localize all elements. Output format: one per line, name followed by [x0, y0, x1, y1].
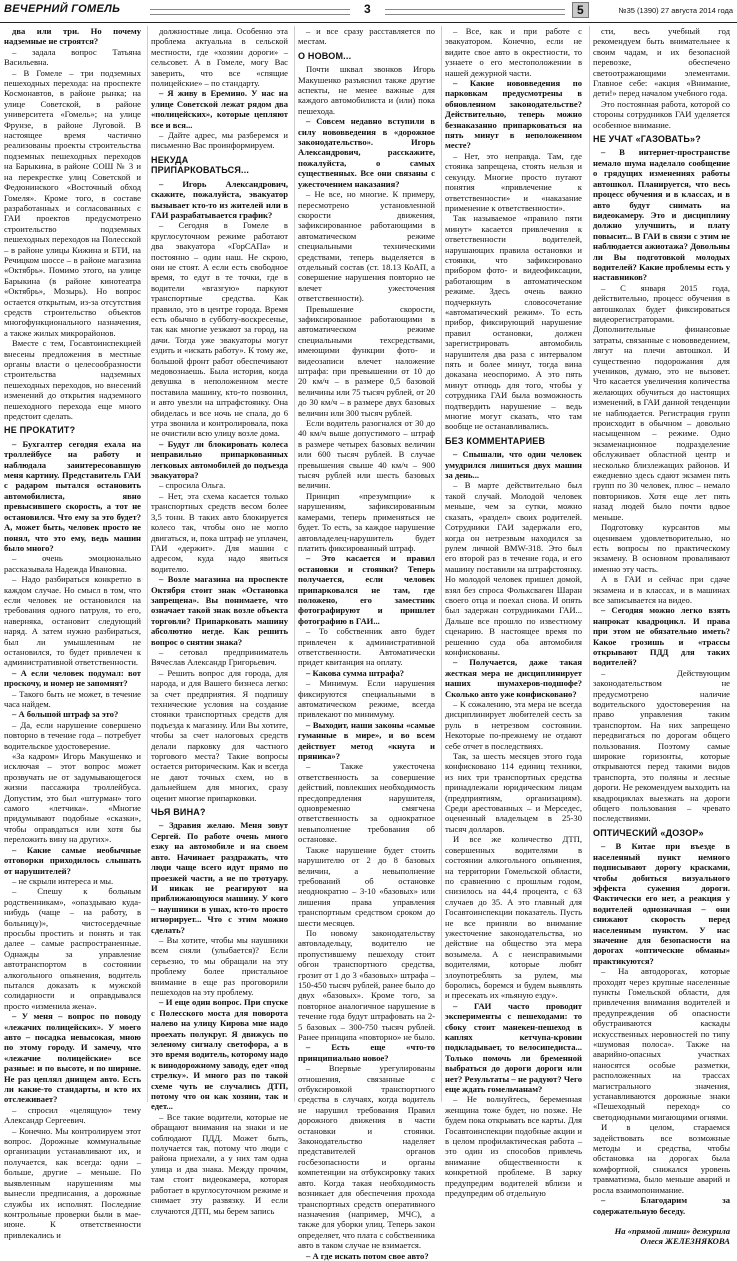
- question-paragraph: – Совсем недавно вступили в силу нововведения в «дорожное законодательство». Игорь Александрович, расскажите, пожалуйста, о самых существенных. Все они связаны с ужесточением наказания?: [298, 116, 435, 189]
- section-heading: ОПТИЧЕСКИЙ «ДОЗОР»: [593, 827, 704, 838]
- body-paragraph: По новому законодательству автовладельцу, водителю не пропустившему пешеходу стоит обгон транспортного средства, грозит от 1 до 3 «базовых» штрафа – 150-450 тысяч рублей, ранее было до двух «базовых». Кроме того, за повторное аналогичное нарушение в течение года будут штрафовать на 2-5 базовых – 300-750 тысяч рублей. Ранее принципа «повторно» не было.: [298, 927, 435, 1042]
- body-paragraph: – Все такие водители, которые не обращают внимания на знаки и не соблюдают ПДД. Может быть, получается так, потому что люди с района приехали, а у них там одна улица и два знака. Между прочим, там стоит видеокамера, которая работает в круглосуточном режиме и снимает эту развязку. И если случаются ДТП, мы берем запись: [151, 1111, 288, 1216]
- question-paragraph: – Возле магазина на проспекте Октября стоит знак «Остановка запрещена». Вы понимаете, что означает такой знак возле объекта торговли? Припарковать машину абсолютно негде. Как решить вопрос о снятии знака?: [151, 574, 288, 647]
- page-number-left: 3: [358, 2, 377, 16]
- body-paragraph: И в целом, стараемся задействовать все возможные методы и средства, чтобы обстановка на дорогах была комфортной, снижался уровень травматизма, было меньше аварий и росла взаимопонимание.: [593, 1122, 730, 1195]
- body-paragraph: Также нарушение будет стоить нарушителю от 2 до 8 базовых величин, а невыполнение требований об остановке неоднократно – 3-10 «базовых» или лишения права управления транспортным средством сроком до шести месяцев.: [298, 844, 435, 928]
- question-paragraph: – В интернет-пространстве немало шума наделало сообщение о грядущих изменениях работы автошкол. Планируется, что весь процесс обучения и в классах, и в авто будут снимать на видеокамеру. Это и дисциплину должно улучшить, и плату повысит... В ГАИ в связи с этим не наблюдается ажиотажа? Довольны ли Вы подготовкой молодых водителей? Какие проблемы есть у наставников?: [593, 147, 730, 283]
- question-paragraph: – Это касается и правил остановки и стоянки? Теперь получается, если человек припарковался не там, где положено, его заместник фотографируют и пришлет фотографию в ГАИ...: [298, 553, 435, 626]
- body-paragraph: – Также ужесточена ответственность за совершение действий, повлекших необходимость пресдопредления нарушителя, одновременно смягчена ответственность за однократное невыполнение требования об остановке.: [298, 761, 435, 845]
- body-paragraph: Принцип «презумпции» к нарушениям, зафиксированным камерами, теперь применяться не будет. То есть, за каждое нарушение автовладелец-нарушитель будет платить фиксированный штраф.: [298, 490, 435, 553]
- body-paragraph: Вместе с тем, Госавтоинспекцией внесены предложения в местные органы власти о целесообразности строительства надземных пешеходных переходов, но внесений изменений до открытия надземного пешеходного перехода еще много предстоит сделать.: [4, 338, 141, 422]
- body-paragraph: – задала вопрос Татьяна Васильевна.: [4, 46, 141, 68]
- issue-info: №35 (1390) 27 августа 2014 года: [618, 6, 733, 15]
- body-paragraph: – и все сразу расставляется по местам.: [298, 26, 435, 47]
- question-paragraph: – Сегодня можно легко взять напрокат квадроцикл. И права при этом не обязательно иметь? Какое грозишь и «трассы открывают ПДД для таких водителей?: [593, 605, 730, 668]
- body-paragraph: – не скрыли интереса и мы.: [12, 875, 114, 886]
- body-paragraph: – Вы хотите, чтобы мы наушники всем сняли (улыбается)? Если серьезно, то мы обращали на эту проблему более пристальное внимание в еще раз проговорили пешеходов на эту проблему.: [151, 934, 288, 997]
- body-paragraph: сти, весь учебный год рекомендуем быть внимательнее к своим чадам, и их безопасной перевозке, обеспечено светоотражающими элементами. Главное себе: «акция «Внимание, дети!» перед началом учебного года.: [593, 26, 730, 99]
- body-paragraph: – С января 2015 года, действительно, процесс обучения в автошколах будет фиксироваться видеорегистраторами. Дополнительные финансовые затраты, связанные с нововведением, лягут на плечи автошкол. И существенно подорожания для учеников, думаю, это не вызовет. Что касается увеличения количества желающих обучиться до настоящих изменений, в ГАИ данной тенденции не наблюдается. Регистрация групп происходит в обычном – довольно насыщенном – режиме. Одно экзаменационное подразделение обслуживает областной центр и несколько близлежащих районов. И ежедневно здесь сдают экзамен пять групп по 30 человек, плюс – немало повторников. Хотя еще лет пять назад людей было почти вдвое меньше.: [593, 282, 730, 522]
- article-column-5: [593, 26, 730, 1247]
- body-paragraph: – Все, как и при работе с эвакуатором. Конечно, если не видите свое авто в окрестности, то узнаете о его местоположении в нашей дежурной части.: [445, 26, 582, 78]
- body-paragraph: должностные лица. Особенно эта проблема актуальна в сельской местности, где «хозяин дороги» – сельсовет. А в Гомеле, могу Вас заверить, что все «спящие полицейские» – по стандарту.: [151, 26, 288, 89]
- body-paragraph: – сетовал предприниматель Вячеслав Александр Григорьевич.: [151, 646, 288, 668]
- section-heading: НЕКУДА ПРИПАРКОВАТЬСЯ...: [151, 154, 250, 176]
- masthead-title: ВЕЧЕРНИЙ ГОМЕЛЬ: [4, 3, 121, 15]
- body-paragraph: – То собственник авто будет привлечен к административной ответственности. Автоматически придет квитанция на оплату.: [298, 626, 435, 668]
- body-paragraph: – спросил «целящую» тему Александр Сергеевич.: [4, 1104, 141, 1126]
- question-paragraph: – Игорь Александрович, скажите, пожалуйста, эвакуатор вызывает кто-то из жителей или в ГАИ разрабатывается график?: [151, 178, 288, 220]
- body-paragraph: – В Гомеле – три подземных пешеходных перехода: на проспекте Космонавтов, в районе рынка; на улице Советской, в районе университета «Гомель»; на улице Фрунзе, в районе Луговой. В настоящее время частично реализованы проекты строительства подземных пешеходных переходов на Барыкина, в районе СОШ № 3 и на перекрестке улиц Советской и Федюнинского «Восточный обход Гомеля». Кроме того, в составе разработанных и согласованных с ГАИ проектов предусмотрено строительство подземных пешеходных переходов на Полесской – в районе улицы Кижина и БТИ, на Речицком шоссе – в районе магазина «Октябрь». Помимо этого, на улице Барыкина (в районе кинотеатра «Октябрь», Мозырь). Но вопрос остается открытым, из-за отсутствия средств строительство объектов многофункционального назначения, а также жилых микрорайонов.: [4, 67, 141, 338]
- body-paragraph: – спросила Ольга.: [159, 480, 226, 491]
- body-paragraph: А в ГАИ и сейчас при сдаче экзамена и в классах, и в машинах все записывается на видео.: [593, 574, 730, 605]
- author-signature: На «прямой линии» дежурила Олеся ЖЕЛЕЗНЯКОВА: [614, 1225, 730, 1247]
- body-paragraph: – Надо разбираться конкретно в каждом случае. Но смысл в том, что если человек не остановился на требования одного патруля, то его, наверняка, остановит следующий наряд. А затем нужно разбираться, был ли умышленным не остановился, то будет привлечен к административной ответственности.: [4, 574, 141, 668]
- body-paragraph: – Не все, но многие. К примеру, пересмотрено установленной скорости движения, зафиксированное работающими в автоматическом режиме специальными техническими средствами, теперь выделяется в отдельный состав (ст. 18.13 КоАП, а совершение нарушения повторно не влечет ужесточения ответственности).: [298, 189, 435, 304]
- body-paragraph: – К сожалению, эта мера не всегда дисциплинирует любителей сесть за руль в нетрезвом состоянии. Некоторые по-прежнему не отдают себе отчет в последствиях.: [445, 699, 582, 751]
- body-paragraph: Почти шквал звонков Игорь Макушенко разъяснил также другие аспекты, не менее важные для каждого автомобилиста и (или) пока пешехода.: [298, 64, 435, 116]
- question-paragraph: – Спышали, что один человек умудрился лишиться двух машин за день...: [445, 449, 582, 481]
- section-heading: ЧЬЯ ВИНА?: [151, 807, 206, 818]
- question-paragraph: – ГАИ часто проводит эксперименты с пешеходами: то сбоку стоит манекен-пешеход в каплях кетчупа-кровии подкладывает, то велосипедиста... Только помочь ли бременной выбраться до дороги дороги или нет? Результаты – не радуют? Чего еще ждать гомельчанам?: [445, 1000, 582, 1095]
- question-paragraph: – А если человек подумал: вот проскочу, и номер не запомнят?: [4, 667, 141, 689]
- question-paragraph: – Я живу в Еремино. У нас на улице Советской лежат рядом два «полицейских», которые цепляют все и вся...: [151, 88, 288, 130]
- body-paragraph: – Нет, это неправда. Там, где стоянка запрещена, стоять нельзя и секунду. Многие просто путают понятия «привлечение к ответственности» и «наказание применение к ответственности».: [445, 150, 582, 213]
- question-paragraph: – Выходит, наши законы «самые гуманные в мире», и во всем действует метод «кнута и пряника»?: [298, 719, 435, 762]
- question-paragraph: – Какие самые необычные отговорки приходилось слышать от нарушителей?: [4, 844, 141, 876]
- header-rule-left: [150, 9, 350, 15]
- page-header: [0, 0, 737, 23]
- body-paragraph: – Не волнуйтесь, беременная женщина тоже будет, но позже. Не будем пока открывать все карты. Для Госавтоинспекции подобные акции и в целом профилактическая работа – это один из способов привлечь внимание общественности к конкретной проблеме. В зарку предупредим водителей вблизи и предупредим об отдельную: [445, 1094, 582, 1199]
- body-paragraph: – Решить вопрос для города, для народа, и для Вашего бизнеса легко: за счет предприятия. Я подпишу технические условия на создание стоянки транспортных средств для подъезда к магазину. Или Вы хотите, чтобы за счет налоговых средств делали парковку для частного торгового места? Такие вопросы остается риторическим. Как и всегда не дают точных схем, но в дальнейшем для многих, сразу оценит многие припарковки.: [151, 667, 288, 803]
- question-paragraph: – И еще один вопрос. При спуске с Полесского моста для поворота налево на улицу Кирова мне надо проехать полукруг. Я движусь по зеленому сигналу светофора, а в это время водитель, которому надо к винодорожному заводу, едет «под стрелку». И много раз по такой схеме чуть не случались ДТП, потому что он как хозяин, так и едет...: [151, 997, 288, 1112]
- column-divider: [589, 26, 590, 1102]
- question-paragraph: – Есть еще «что-то принципиально новое?: [298, 1042, 435, 1063]
- article-column-2: [151, 26, 288, 1216]
- question-paragraph: – Будут ли блокировать колеса неправильно припаркованных легковых автомобилей до подъезда эвакуатора?: [151, 438, 288, 481]
- body-paragraph: Если водитель разогнался от 30 до 40 км/ч выше допустимого – штраф в размере четырех базовых величин или 600 тысяч рублей. В случае превышения свыше 40 км/ч – 900 тысяч рублей или шесть базовых величин.: [298, 418, 435, 491]
- body-paragraph: – Конечно. Мы контролируем этот вопрос. Дорожные коммунальные организации устанавливают их, и получается, как всегда: одни – больше, другие – меньше. По выявленным нарушениям мы вынесли предписания, а дорожные службы их исполнят. Последние контрольные проверки были в мае-июне. К ответственности привлекались и: [4, 1125, 141, 1240]
- article-column-1: [4, 26, 141, 1240]
- question-paragraph: – Благодарим за содержательную беседу.: [593, 1195, 730, 1216]
- page-number-right: 5: [572, 2, 589, 18]
- column-divider: [147, 26, 148, 1102]
- body-paragraph: – Такого быть не может, в течение часа найдем.: [4, 688, 141, 709]
- question-paragraph: два или три. Но почему надземные не строятся?: [4, 26, 141, 47]
- question-paragraph: – В Китае при въезде в населенный пункт немного подписывают дорогу красками, чтобы добиться визуального эффекта сужения дороги. Фактически его нет, а реакция у водителей однозначная – они снижают скорость перед населенным пунктом. У нас значение для безопасности на дорогах «оптические обманы» практикуются?: [593, 841, 730, 966]
- body-paragraph: Так называемое «правило пяти минут» касается привлечения к ответственности водителей, нарушающих правила остановки и стоянки, что зафиксировано прибором фото- и видеофиксации, работающим в автоматическом режиме. Здесь очень важно подчеркнуть словосочетание «автоматический режим». То есть прибор, фиксирующий нарушение правил остановки, должен зарегистрировать автомобиль нарушителя два раза с интервалом пять и более минут, тогда вина доказана неоспоримо. А это пять минут отнюдь для того, чтобы у сотрудника ГАИ была возможность подтвердить нарушение – ведь многие могут сказать, что там вообще не останавливались.: [445, 213, 582, 432]
- body-paragraph: – очень эмоционально рассказывала Надежда Ивановна.: [4, 553, 141, 574]
- body-paragraph: – Впервые урегулированы отношения, связанные с отбуксировкой транспортного средства в случаях, когда водитель не нарушил требования Правил дорожного движения в части остановки и стоянки. Законодательство наделяет представителей органов госбезопасности и органы компетенции на отбуксировку таких авто. Когда такая необходимость возникает для обеспечения прохода транспортных средств оперативного назначения (например, МЧС), а также для уборки улиц. Теперь закон определяет, что плата с собственника авто в таком случае не взимается.: [298, 1063, 435, 1251]
- section-heading: О НОВОМ...: [298, 50, 352, 61]
- question-paragraph: – Какова сумма штрафа?: [306, 667, 405, 678]
- body-paragraph: «За кадром» Игорь Макушенко и исключая – этот вопрос может прозвучать не от задумывающегося жизни пассажира троллейбуса. Допустим, это был «штурман» того самого «летчика». «Многие придумывают подобные «сказки», чтобы оправдаться или хотя бы переложить вину на других».: [4, 751, 141, 845]
- header-rule-right: [385, 9, 565, 15]
- question-paragraph: – Получается, даже такая жесткая мера не дисциплинирует наших шумахеров-подшофе? Сколько авто уже конфисковано?: [445, 657, 582, 699]
- body-paragraph: – Дайте адрес, мы разберемся и письменно Вас проинформируем.: [151, 130, 288, 151]
- body-paragraph: – Минимум. Если нарушения фиксируются специальными в автоматическом режиме, всегда привлекают по минимуму.: [298, 678, 435, 720]
- section-heading: НЕ ПРОКАТИТ?: [4, 425, 76, 436]
- body-paragraph: – Действующим законодательством не предусмотрено наличие водительского удостоверения на право управления таким транспортом. На них запрещено передвигаться по дорогам общего пользования. Поэтому самые широкие горизонты, которые открываются перед такими видов транспорта, это поляны и лесные дороги. Не рекомендуем выходить на квадроциклах выезжать на дороги общего пользования – чревато последствиями.: [593, 667, 730, 824]
- question-paragraph: – Какие нововведения по парковкам предусмотрены в обновленном законодательстве? Действительно, теперь можно безнаказанно припарковаться на пять минут в неположенном месте?: [445, 78, 582, 151]
- column-divider: [441, 26, 442, 1102]
- question-paragraph: – А большой штраф за это?: [12, 709, 119, 720]
- section-heading: НЕ УЧАТ «ГАЗОВАТЬ»?: [593, 134, 701, 145]
- body-paragraph: И все же количество ДТП, совершенных водителями в состоянии алкогольного опьянения, на территории Гомельской области, по сравнению с прошлым годом, снизилось на 44,4 процента, с 63 случаев до 35. А это главный для Госавтоинспекции показатель. Пусть не все приняли во внимание ужесточение законодательства, но действие на общество эта мера возымела. А с неисправимыми водителями, которые любят злоупотреблять за рулем, мы боролись, боремся и будем выявлять и пресекать их «пьяную езду».: [445, 834, 582, 1001]
- question-paragraph: – У меня – вопрос по поводу «лежачих полицейских». У моего авто – посадка невысокая, мною по этому городу. И замечу, что «лежачие полицейские» все разные: и по высоте, и по ширине. Не раз цеплял днищем авто. Есть ли какие-то стандарты, и кто их отслеживает?: [4, 1011, 141, 1105]
- question-paragraph: – Здравия желаю. Меня зовут Сергей. По работе очень много езжу на автомобиле и на своем авто. Начинает раздражать, что люди чаще всего идут прямо по проезжей части, а не по тротуару. И никак не реагируют на приближающуюся машину. У кого – наушники в ушах, кто-то просто игнорирует... Что с этим можно сделать?: [151, 820, 288, 935]
- article-column-3: [298, 26, 435, 1261]
- section-heading: БЕЗ КОММЕНТАРИЕВ: [445, 435, 546, 446]
- question-paragraph: – Бухгалтер сегодня ехала на троллейбусе на работу и наблюдала заинтересовавшую меня картину. Представитель ГАИ с радаром пытался остановить автомобилиста, явно превысившего скорость, а тот не остановился. Что ему за это будет? А, может быть, человек просто не понял, что это ему, ведь машин было много?: [4, 438, 141, 553]
- body-paragraph: – Нет, эта схема касается только транспортных средств весом более 3,5 тонн. В таких авто блокируется колесо так, чтобы оно не могло двигаться, и, пока штраф не уплачен, ГАИ «держит». Для машин с адресом, куда надо явиться водителю.: [151, 490, 288, 574]
- body-paragraph: Это постоянная работа, которой со стороны сотрудников ГАИ уделяется особенное внимание.: [593, 98, 730, 130]
- body-paragraph: Так, за шесть месяцев этого года конфисковано 114 единиц техники, из них три транспортных средства принадлежали юридическим лицам (предприятиям, организациям). Среди арестованных – и Мерседес, оцененный владельцем в 25-30 тысяч долларов.: [445, 751, 582, 834]
- question-paragraph: – А где искать потом свое авто?: [306, 1250, 429, 1261]
- body-paragraph: Превышение скорости, зафиксированное работающими в автоматическом режиме специальными техсредствами, имеющими функции фото- и видеозаписи влечет наложение штрафа: при превышении от 10 до 20 км/ч – в размере 0,5 базовой величины или 75 тысяч рублей, от 20 до 30 км/ч – в размере двух базовых величин или 300 тысяч рублей.: [298, 303, 435, 418]
- body-paragraph: – Да, если нарушение совершено повторно в течение года – потребует водительское удостоверение.: [4, 719, 141, 751]
- column-divider: [294, 26, 295, 1102]
- body-paragraph: Подготовку курсантов мы оцениваем удовлетворительно, но есть вопросы по практическому экзамену. В основном проваливают именно эту часть.: [593, 522, 730, 574]
- body-paragraph: – Сегодня в Гомеле в круглосуточном режиме работают два эвакуатора «ГорСАПа» и постоянно – один наш. Не скрою, они не стоят. А если есть свободное время, то едут в те точки, где в водители «вгазгую» паркуют транспортные средства. Как правило, это в центре города. Время есть обычно в субботу-воскресенье, так как многие уезжают за город, на дачи. Тогда уже эвакуаторы могут ездить и «искать работу». К тому же, большой фронт работ обеспечивают медовознаешь. Была история, когда девушка в неположенном месте поставила машину, кто-то позвонил, и авто увезли на штрафстоянку. Она обиделась и все ночь не спала, до 6 утра звонила и контролировала, пока не очистили всю улицу возле дома.: [151, 220, 288, 439]
- body-paragraph: – На автодорогах, которые проходят через крупные населенные пункты Гомельской области, для привлечения внимания водителей и предупреждения об опасности обустраиваются каскады искусственных неровностей по типу «шумовая полоса». Также на аварийно-опасных участках наносятся особые разметки, расположенных на трассах магистрального значения, устанавливаются дорожные знаки «Пешеходный переход» со светодиодными мигающими огнями.: [593, 966, 730, 1122]
- article-column-4: [445, 26, 582, 1199]
- body-paragraph: – В марте действительно был такой случай. Молодой человек меньше, чем за сутки, можно сказать, «раздел» своих родителей. Сотрудники ГАИ задержали его, когда он нетрезвым находился за рулем личной BMW-318. Это был его второй раз в течение года, и его машину поставили на штрафстоянку. Но молодой человек пришел домой, взял без спроса Фольксваген Шаран своего отца и поехал снова. И опять был задержан сотрудниками ГАИ... Дальше все прошло по известному сценарию. В настоящее время по решению суда оба автомобиля конфискованы.: [445, 480, 582, 657]
- body-paragraph: – Спешу к больным родственникам», «опаздываю куда-нибудь (чаще – на работу, в больницу)», чистосердечные просьбы простить и понять и так далее – самые распространенные. Однажды за управление автотранспортом в состоянии алкогольного опьянения, водитель пытался доказать к мужской солидарности и оправдывался просто «изменила жена».: [4, 886, 141, 1011]
